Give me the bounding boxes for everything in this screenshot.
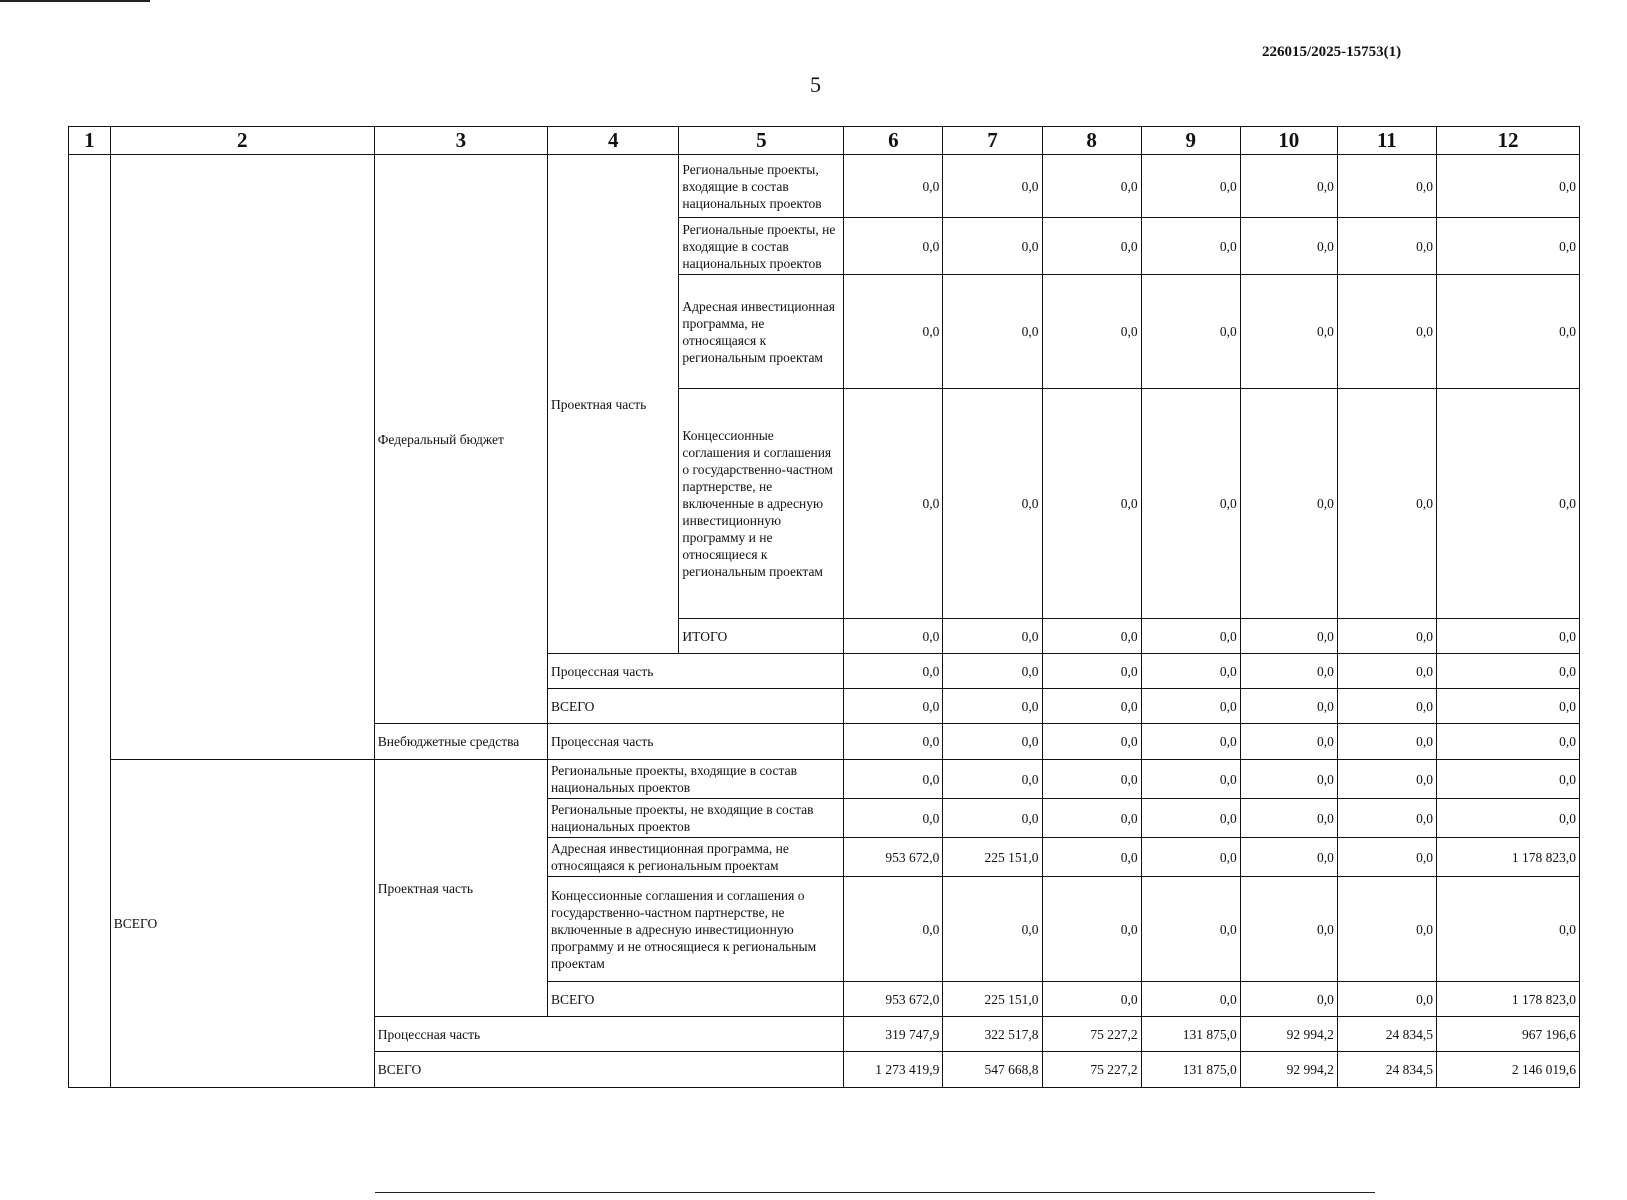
value-cell: 0,0	[1141, 877, 1240, 982]
value-cell: 0,0	[844, 724, 943, 760]
value-cell: 0,0	[1240, 218, 1337, 275]
scan-artifact-top-line	[0, 0, 150, 2]
value-cell: 0,0	[1141, 654, 1240, 689]
value-cell: 0,0	[1042, 982, 1141, 1017]
table-row	[69, 155, 1580, 218]
value-cell: 0,0	[844, 877, 943, 982]
column-header: 2	[110, 127, 374, 155]
value-cell: 0,0	[1141, 799, 1240, 838]
value-cell: 0,0	[1042, 218, 1141, 275]
value-cell: 0,0	[844, 760, 943, 799]
column-header: 12	[1436, 127, 1579, 155]
value-cell: 0,0	[1337, 760, 1436, 799]
value-cell: 24 834,5	[1337, 1017, 1436, 1052]
source-offbudget: Внебюджетные средства	[374, 724, 547, 760]
value-cell: 0,0	[943, 218, 1042, 275]
value-cell: 0,0	[1240, 838, 1337, 877]
value-cell: 0,0	[1436, 389, 1579, 619]
value-cell: 0,0	[1240, 275, 1337, 389]
value-cell: 322 517,8	[943, 1017, 1042, 1052]
value-cell: 0,0	[1436, 218, 1579, 275]
value-cell: 0,0	[1141, 275, 1240, 389]
value-cell: 1 273 419,9	[844, 1052, 943, 1088]
category-label: Адресная инвестиционная программа, не относящаяся к региональным проектам	[679, 275, 844, 389]
value-cell: 131 875,0	[1141, 1052, 1240, 1088]
value-cell: 92 994,2	[1240, 1052, 1337, 1088]
scan-artifact-bottom-line	[375, 1192, 1375, 1193]
value-cell: 953 672,0	[844, 982, 943, 1017]
value-cell: 1 178 823,0	[1436, 838, 1579, 877]
value-cell: 0,0	[943, 760, 1042, 799]
page-number: 5	[810, 72, 821, 97]
part-project: Проектная часть	[374, 760, 547, 1017]
value-cell: 0,0	[1042, 877, 1141, 982]
value-cell: 225 151,0	[943, 838, 1042, 877]
value-cell: 2 146 019,6	[1436, 1052, 1579, 1088]
value-cell: 0,0	[1141, 619, 1240, 654]
value-cell: 0,0	[1240, 760, 1337, 799]
value-cell: 0,0	[1436, 877, 1579, 982]
value-cell: 0,0	[1337, 799, 1436, 838]
column-header: 10	[1240, 127, 1337, 155]
value-cell: 967 196,6	[1436, 1017, 1579, 1052]
value-cell: 0,0	[1436, 654, 1579, 689]
total-label: ВСЕГО	[547, 689, 843, 724]
value-cell: 0,0	[1436, 724, 1579, 760]
value-cell: 0,0	[844, 275, 943, 389]
value-cell: 0,0	[1436, 760, 1579, 799]
document-registration-number: 226015/2025-15753(1)	[1262, 44, 1402, 60]
value-cell: 75 227,2	[1042, 1052, 1141, 1088]
value-cell: 0,0	[1240, 654, 1337, 689]
value-cell: 0,0	[1240, 877, 1337, 982]
value-cell: 0,0	[1042, 689, 1141, 724]
value-cell: 0,0	[1042, 724, 1141, 760]
value-cell: 0,0	[1240, 799, 1337, 838]
value-cell: 0,0	[1337, 389, 1436, 619]
subtotal-label: ИТОГО	[679, 619, 844, 654]
grand-total-label: ВСЕГО	[110, 760, 374, 1088]
value-cell: 0,0	[943, 689, 1042, 724]
value-cell: 0,0	[1240, 155, 1337, 218]
value-cell: 0,0	[1042, 799, 1141, 838]
column-header: 7	[943, 127, 1042, 155]
value-cell: 0,0	[1337, 155, 1436, 218]
value-cell: 0,0	[1337, 724, 1436, 760]
value-cell: 0,0	[1337, 218, 1436, 275]
column-header: 5	[679, 127, 844, 155]
value-cell: 0,0	[943, 654, 1042, 689]
source-federal-budget: Федеральный бюджет	[374, 155, 547, 724]
value-cell: 0,0	[1436, 689, 1579, 724]
budget-table	[68, 126, 1580, 1088]
column-header: 1	[69, 127, 111, 155]
value-cell: 0,0	[1337, 689, 1436, 724]
value-cell: 0,0	[1240, 724, 1337, 760]
value-cell: 0,0	[1042, 275, 1141, 389]
value-cell: 92 994,2	[1240, 1017, 1337, 1052]
category-label: Концессионные соглашения и соглашения о государственно-частном партнерстве, не включенные в адресную инвестиционную программу и не относящиеся к региональным проектам	[679, 389, 844, 619]
total-label: ВСЕГО	[547, 982, 843, 1017]
value-cell: 225 151,0	[943, 982, 1042, 1017]
column-header: 4	[547, 127, 678, 155]
value-cell: 0,0	[1141, 838, 1240, 877]
value-cell: 24 834,5	[1337, 1052, 1436, 1088]
value-cell: 0,0	[1337, 877, 1436, 982]
value-cell: 0,0	[943, 155, 1042, 218]
value-cell: 319 747,9	[844, 1017, 943, 1052]
total-label: ВСЕГО	[374, 1052, 844, 1088]
value-cell: 0,0	[1141, 689, 1240, 724]
value-cell: 0,0	[1337, 654, 1436, 689]
column-header: 9	[1141, 127, 1240, 155]
value-cell: 0,0	[1240, 389, 1337, 619]
category-label: Концессионные соглашения и соглашения о государственно-частном партнерстве, не включенные в адресную инвестиционную программу и не относящиеся к региональным проектам	[547, 877, 843, 982]
value-cell: 0,0	[1042, 760, 1141, 799]
value-cell: 0,0	[943, 619, 1042, 654]
part-project: Проектная часть	[547, 155, 678, 654]
value-cell: 0,0	[1042, 155, 1141, 218]
value-cell: 0,0	[943, 275, 1042, 389]
value-cell: 0,0	[1042, 838, 1141, 877]
value-cell: 0,0	[844, 689, 943, 724]
value-cell: 0,0	[1436, 799, 1579, 838]
value-cell: 0,0	[1141, 724, 1240, 760]
value-cell: 0,0	[943, 799, 1042, 838]
value-cell: 0,0	[1436, 155, 1579, 218]
value-cell: 0,0	[1240, 982, 1337, 1017]
value-cell: 0,0	[1337, 838, 1436, 877]
value-cell: 0,0	[844, 799, 943, 838]
column-header: 6	[844, 127, 943, 155]
value-cell: 0,0	[1042, 619, 1141, 654]
category-label: Региональные проекты, не входящие в состав национальных проектов	[679, 218, 844, 275]
col2-cell	[110, 155, 374, 760]
column-header: 3	[374, 127, 547, 155]
value-cell: 0,0	[844, 654, 943, 689]
value-cell: 75 227,2	[1042, 1017, 1141, 1052]
value-cell: 0,0	[1337, 982, 1436, 1017]
value-cell: 0,0	[1141, 760, 1240, 799]
value-cell: 0,0	[943, 724, 1042, 760]
value-cell: 0,0	[943, 389, 1042, 619]
value-cell: 0,0	[844, 218, 943, 275]
value-cell: 0,0	[1141, 155, 1240, 218]
process-part-label: Процессная часть	[374, 1017, 844, 1052]
value-cell: 0,0	[1042, 654, 1141, 689]
category-label: Региональные проекты, входящие в состав национальных проектов	[679, 155, 844, 218]
column-header-row	[69, 127, 1580, 155]
category-label: Региональные проекты, не входящие в состав национальных проектов	[547, 799, 843, 838]
column-header: 11	[1337, 127, 1436, 155]
value-cell: 0,0	[1042, 389, 1141, 619]
value-cell: 131 875,0	[1141, 1017, 1240, 1052]
value-cell: 0,0	[1337, 619, 1436, 654]
process-part-label: Процессная часть	[547, 724, 843, 760]
value-cell: 0,0	[844, 155, 943, 218]
value-cell: 0,0	[844, 389, 943, 619]
category-label: Адресная инвестиционная программа, не относящаяся к региональным проектам	[547, 838, 843, 877]
value-cell: 0,0	[1436, 619, 1579, 654]
value-cell: 547 668,8	[943, 1052, 1042, 1088]
value-cell: 0,0	[1240, 619, 1337, 654]
process-part-label: Процессная часть	[547, 654, 843, 689]
value-cell: 0,0	[943, 877, 1042, 982]
value-cell: 0,0	[1141, 389, 1240, 619]
value-cell: 1 178 823,0	[1436, 982, 1579, 1017]
col1-cell	[69, 155, 111, 1088]
value-cell: 0,0	[1436, 275, 1579, 389]
value-cell: 0,0	[1141, 218, 1240, 275]
value-cell: 0,0	[844, 619, 943, 654]
value-cell: 953 672,0	[844, 838, 943, 877]
value-cell: 0,0	[1141, 982, 1240, 1017]
column-header: 8	[1042, 127, 1141, 155]
category-label: Региональные проекты, входящие в состав национальных проектов	[547, 760, 843, 799]
value-cell: 0,0	[1240, 689, 1337, 724]
table-row	[69, 760, 1580, 799]
value-cell: 0,0	[1337, 275, 1436, 389]
